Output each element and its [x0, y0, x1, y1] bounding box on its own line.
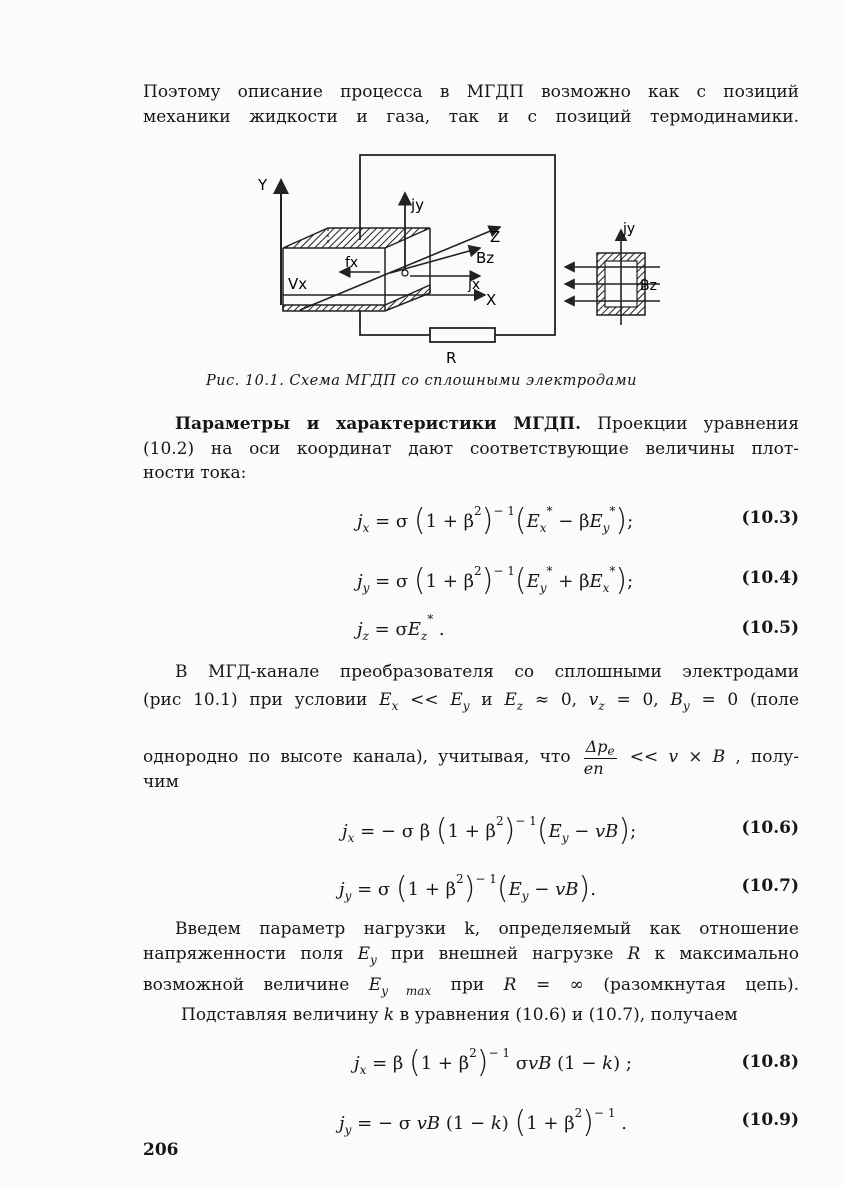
iy-label: jy [411, 196, 425, 214]
para4-line-1: Подставляя величину k в уравнения (10.6) и (10.7), получаем [181, 1005, 738, 1025]
vx-label: Vx [288, 275, 308, 293]
equation-10-3: $j_x = \sigma$ $(1 + \beta^2)^{- 1}(E_x^* - \beta E_y^*)$; [357, 503, 634, 538]
resistor-r [430, 328, 495, 342]
equation-10-4-number: (10.4) [741, 568, 799, 588]
equation-10-8-number: (10.8) [741, 1052, 799, 1072]
equation-10-7: $j_y = \sigma$ $(1 + \beta^2)^{- 1}(E_y - vB)$. [339, 871, 596, 906]
para2-line-2: (рис 10.1) при условии $E_x << E_y$ и $E_z \approx 0$, $v_z = 0$, $B_y = 0$ (поле [143, 690, 800, 713]
equation-10-9-number: (10.9) [741, 1110, 799, 1130]
equation-10-3-number: (10.3) [741, 508, 799, 528]
equation-10-6-number: (10.6) [741, 818, 799, 838]
mhd-generator-diagram [240, 145, 660, 370]
intro-line-2: механики жидкости и газа, так и с позиций термодинамики. [143, 107, 799, 127]
fx-label: fx [345, 255, 359, 271]
z-axis-label: Z [490, 228, 501, 246]
equation-10-8: $j_x = \beta$ $(1 + \beta^2)^{- 1}$ σvB (1 − k) ; [354, 1045, 632, 1080]
equation-10-5-number: (10.5) [741, 618, 799, 638]
equation-10-6: $j_x$ = − σ β $(1 + \beta^2)^{- 1}(E_y - vB)$; [342, 813, 637, 848]
para3-line-1: Введем параметр нагрузки k, определяемый как отношение [175, 919, 799, 939]
x-axis-label: X [486, 291, 497, 309]
top-electrode [283, 228, 430, 248]
r-label: R [446, 349, 457, 367]
figure-caption: Рис. 10.1. Схема МГДП со сплошными электродами [205, 373, 638, 389]
equation-10-4: $j_y = \sigma$ $(1 + \beta^2)^{- 1}(E_y^* + \beta E_x^*)$; [357, 563, 634, 598]
iy-right-label: jy [623, 221, 636, 237]
para1-line-2: (10.2) на оси координат дают соответствующие величины плот- [143, 439, 799, 459]
para2-line-3: однородно по высоте канала), учитывая, что $\frac{\text{Δpe}}{en}$ << v × B , полу- [143, 736, 800, 778]
y-axis-label: Y [258, 176, 268, 194]
bz-right-label: Bz [640, 278, 657, 294]
equation-10-5: $j_z = \sigma E_z^*$ . [357, 612, 445, 643]
para3-line-2: напряженности поля $E_y$ при внешней нагрузке R к максимально [143, 944, 800, 967]
para2-line-4: чим [143, 772, 179, 792]
equation-10-9: $j_y$ = − σ vB (1 − k) $(1 + \beta^2)^{- 1}$ . [339, 1105, 627, 1140]
para2-line-1: В МГД-канале преобразователя со сплошными электродами [175, 662, 799, 682]
jx-label: jx [468, 277, 481, 293]
bz-label: Bz [476, 249, 495, 267]
intro-line-1: Поэтому описание процесса в МГДП возможно как с позиций [143, 82, 799, 102]
para3-line-3: возможной величине $E_{y max}$ при R = ∞ (разомкнутая цепь). [143, 975, 800, 998]
page-number: 206 [143, 1140, 179, 1160]
para1-line-3: ности тока: [143, 463, 247, 483]
para1-line-1: Параметры и характеристики МГДП. Проекции уравнения [175, 414, 800, 434]
equation-10-7-number: (10.7) [741, 876, 799, 896]
